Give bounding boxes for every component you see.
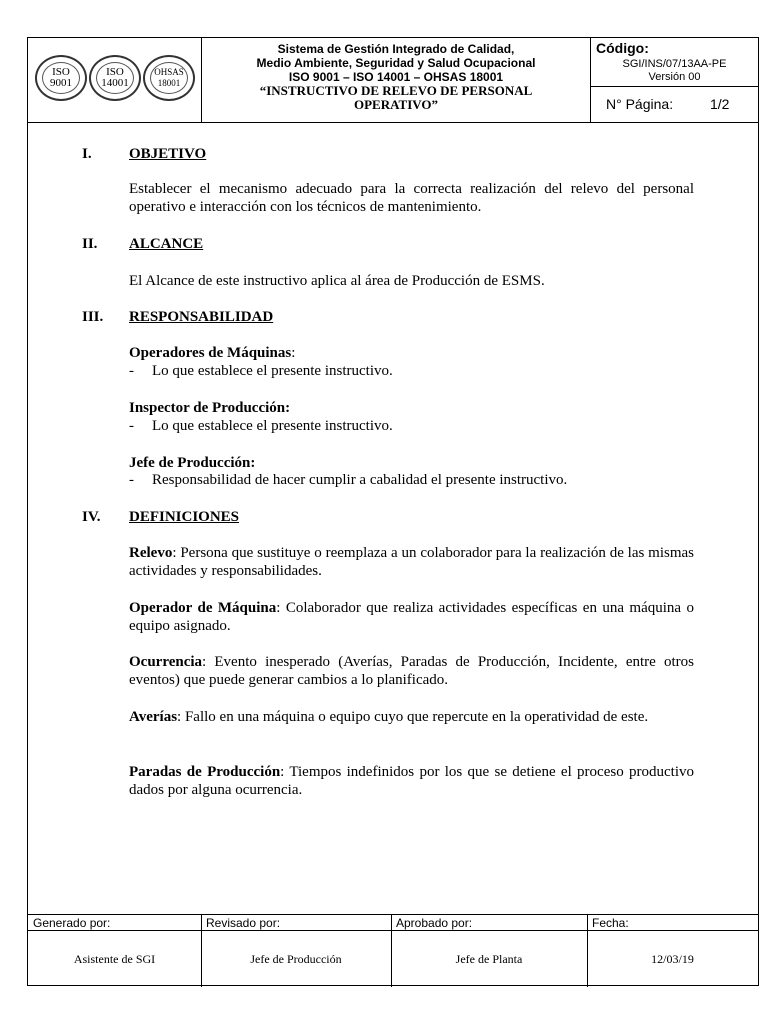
document-code-box [591,38,758,122]
title-line: “INSTRUCTIVO DE RELEVO DE PERSONAL [259,83,533,98]
footer-revisado: Revisado por: Jefe de Producción [201,915,392,987]
certification-logos [28,38,202,122]
approval-table [28,914,758,987]
code-value: SGI/INS/07/13AA-PE Versión 00 [622,58,727,83]
objetivo-text: Establecer el mecanismo adecuado para la correcta realización del relevo del personal operativo e interacción con los técnicos de mantenimiento. [129,181,694,215]
title-line: Medio Ambiente, Seguridad y Salud Ocupacional [256,56,536,70]
title-line: OPERATIVO” [353,97,438,112]
role-title: Inspector de Producción: [129,400,291,416]
page-value: 1/2 [710,96,730,112]
version: Versión 00 [648,71,701,83]
definition-item: Paradas de Producción: Tiempos indefinidos por los que se detiene el proceso productivo dados por alguna ocurrencia. [129,764,694,798]
document-page: ISO 9001 ISO 14001 OHSAS 18001 Sistema de Gestión Integrado de Calidad, Medio Ambiente, Seguridad y Salud Ocupacional ISO 9001 – ISO 14001 – OHSAS 18001 “INSTRUCTIVO DE RELEVO DE PERSONAL OPERATIVO” Código: SGI/INS/07/13AA-PE Versión 00 N° Página: 1/2 I. OBJETIVO Establecer el mecanismo adecuado para la correcta realización del relevo del personal operativo e interacción con los técnicos de mantenimiento. II. ALCANCE El Alcance de este instructivo aplica al área de Producción de ESMS. III. RESPONSABILIDAD Operadores de Máquinas: - Lo que establece el presente instructivo. Inspector de Producción: - Lo que establece el presente instructivo. Jefe de Producción: - Responsabilidad de hacer cumplir a cabalidad el presente instructivo. IV. DEFINICIONES Relevo: Persona que sustituye o reemplaza a un colaborador para la realización de las mismas actividades y responsabilidades. Operador de Máquina: Colaborador que realiza actividades específicas en una máquina o equipo asignado. Ocurrencia: Evento inesperado (Averías, Paradas de Producción, Incidente, entre otros eventos) que puede generar cambios a lo planificado. Averías: Fallo en una máquina o equipo cuyo que repercute en la operatividad de este. Paradas de Producción: Tiempos indefinidos por los que se detiene el proceso productivo dados por alguna ocurrencia. Generado por: Asistente de SGI Revisado por: Jefe de Producción Aprobado por: Jefe de Planta Fecha: 12/03/19 [27,37,759,986]
iso-14001-seal-icon: ISO 14001 [89,55,141,101]
document-title [202,38,591,122]
page-label: N° Página: [606,96,674,112]
footer-fecha: Fecha: 12/03/19 [587,915,758,987]
footer-generado: Generado por: Asistente de SGI [28,915,202,987]
iso-9001-seal-icon: ISO 9001 [35,55,87,101]
definition-item: Averías: Fallo en una máquina o equipo cuyo que repercute en la operatividad de este. [129,709,649,725]
role-title: Operadores de Máquinas: [129,345,296,361]
definition-item: Ocurrencia: Evento inesperado (Averías, Paradas de Producción, Incidente, entre otros eventos) que puede generar cambios a lo planificado. [129,654,694,688]
document-header [28,38,758,123]
ohsas-18001-seal-icon: OHSAS 18001 [143,55,195,101]
footer-aprobado: Aprobado por: Jefe de Planta [391,915,588,987]
code-label: Código: [596,40,649,56]
definition-item: Relevo: Persona que sustituye o reemplaza a un colaborador para la realización de las mismas actividades y responsabilidades. [129,545,694,579]
page-number [591,86,758,123]
title-line: ISO 9001 – ISO 14001 – OHSAS 18001 [288,70,504,84]
title-line: Sistema de Gestión Integrado de Calidad, [277,42,515,56]
definition-item: Operador de Máquina: Colaborador que realiza actividades específicas en una máquina o equipo asignado. [129,600,695,634]
role-title: Jefe de Producción: [129,455,256,471]
alcance-text: El Alcance de este instructivo aplica al área de Producción de ESMS. [129,273,545,289]
